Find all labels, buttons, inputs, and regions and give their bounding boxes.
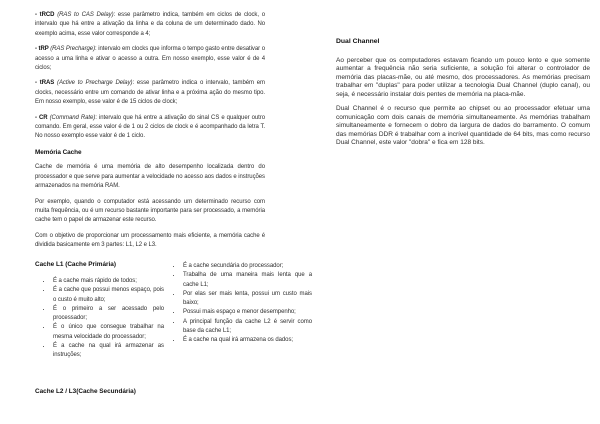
right-column — [336, 38, 590, 154]
trcd-term: - tRCD — [35, 12, 58, 18]
cache-l2-bullet: • Possui mais espaço e menor desempenho; — [182, 308, 312, 317]
tras-term: - tRAS — [35, 80, 58, 87]
cache-l1-bullet: • É o único que consegue trabalhar na mesma velocidade do processador; — [52, 323, 164, 342]
trp-term: - tRP — [35, 46, 51, 53]
trp-description: : intervalo em clocks que informa o tempo gasto entre desativar o acesso a uma linha e ativar o acesso a outra. Em nosso exemplo, esse valor é de 4 ciclos; — [35, 46, 265, 72]
cache-l1-bullet: • É o primeiro a ser acessado pelo processador; — [52, 305, 164, 324]
tras-expansion: (Active to Precharge Delay) — [57, 80, 133, 87]
memoria-cache-paragraph-3: Com o objetivo de proporcionar um processamento mais eficiente, a memória cache é dividida basicamente em 3 partes: L1, L2 e L3. — [35, 232, 265, 249]
trcd-description: : esse parâmetro indica, também em ciclos de clock, o intervalo que há entre a ativação da linha e da coluna de um determinado dado. No exemplo acima, esse valor corresponde a 4; — [35, 12, 265, 37]
timing-param-cr — [35, 114, 265, 142]
cache-l2-bullet: • A principal função da cache L2 é servir como base da cache L1; — [182, 318, 312, 337]
dual-channel-paragraph-1: Ao perceber que os computadores estavam ficando um pouco lento e que somente aumentar a frequência não seria suficiente, a solução foi alterar o controlador de memória das placas-mãe, ou até mesmo, dos processadores. As memórias precisam trabalhar em "duplas" para poder utilizar a tecnologia Dual Channel (duplo canal), ou seja, é necessário instalar dois pentes de memória na placa-mãe. — [336, 56, 590, 98]
trcd-expansion: (RAS to CAS Delay) — [57, 12, 114, 18]
tras-description: : esse parâmetro indica o intervalo, também em clocks, necessário entre um comando de ativar linha e a próxima ação do mesmo tipo. Em nosso exemplo, esse valor é de 15 ciclos de clock; — [35, 80, 265, 106]
dual-channel-heading: Dual Channel — [336, 38, 380, 45]
cr-term: - CR — [35, 114, 50, 121]
cache-l1-bullet: • É a cache na qual irá armazenar as instruções; — [52, 342, 164, 361]
cache-l2-bullet: • É a cache secundária do processador; — [182, 262, 312, 271]
cache-l2-bullet: • Trabalha de uma maneira mais lenta que a cache L1; — [182, 271, 312, 290]
timing-param-trcd — [35, 11, 265, 39]
cache-l2-heading: Cache L2 / L3(Cache Secundária) — [35, 388, 136, 395]
memoria-cache-heading: Memória Cache — [35, 148, 82, 156]
memoria-cache-paragraph-1: Cache de memória é uma memória de alto desempenho localizada dentro do processador e que serve para aumentar a velocidade no acesso aos dados e instruções armazenados na memória RAM. — [35, 164, 265, 190]
cr-description: : intervalo que há entre a ativação do sinal CS e qualquer outro comando. Em geral, esse valor é de 1 ou 2 ciclos de clock e é acompanhado da letra T. No nosso exemplo esse valor é de 1 ciclo. — [35, 114, 265, 140]
cache-l2-bullet: • É a cache na qual irá armazena os dados; — [182, 336, 312, 345]
trp-expansion: (RAS Precharge) — [50, 46, 96, 53]
memoria-cache-paragraph-2: Por exemplo, quando o computador está acessando um determinado recurso com muita frequência, ou é um recurso bastante importante para ser processado, a memória cache tem o papel de armazenar este recurso. — [35, 198, 265, 224]
timing-param-tras — [35, 79, 265, 107]
left-column — [35, 11, 265, 257]
cache-l1-bullet: • É a cache mais rápido de todos; — [52, 277, 164, 286]
cache-l1-heading: Cache L1 (Cache Primária) — [35, 261, 116, 268]
cr-expansion: (Command Rate) — [49, 114, 96, 121]
cache-l1-bullet: • É a cache que possui menos espaço, pois o custo é muito alto; — [52, 286, 164, 305]
timing-param-trp — [35, 45, 265, 73]
cache-l2-bullet-list — [171, 262, 312, 346]
cache-l1-bullet-list — [41, 277, 164, 361]
dual-channel-paragraph-2: Dual Channel é o recurso que permite ao chipset ou ao processador efetuar uma comunicação com dois canais de memória simultaneamente. As memórias trabalham simultaneamente e fornecem o dobro da largura de dados do barramento. O comum das memórias DDR é trabalhar com a incrível quantidade de 64 bits, mas como recurso Dual Channel, este valor "dobra" e fica em 128 bits. — [336, 105, 590, 146]
cache-l2-bullet: • Por elas ser mais lenta, possui um custo mais baixo; — [182, 290, 312, 309]
